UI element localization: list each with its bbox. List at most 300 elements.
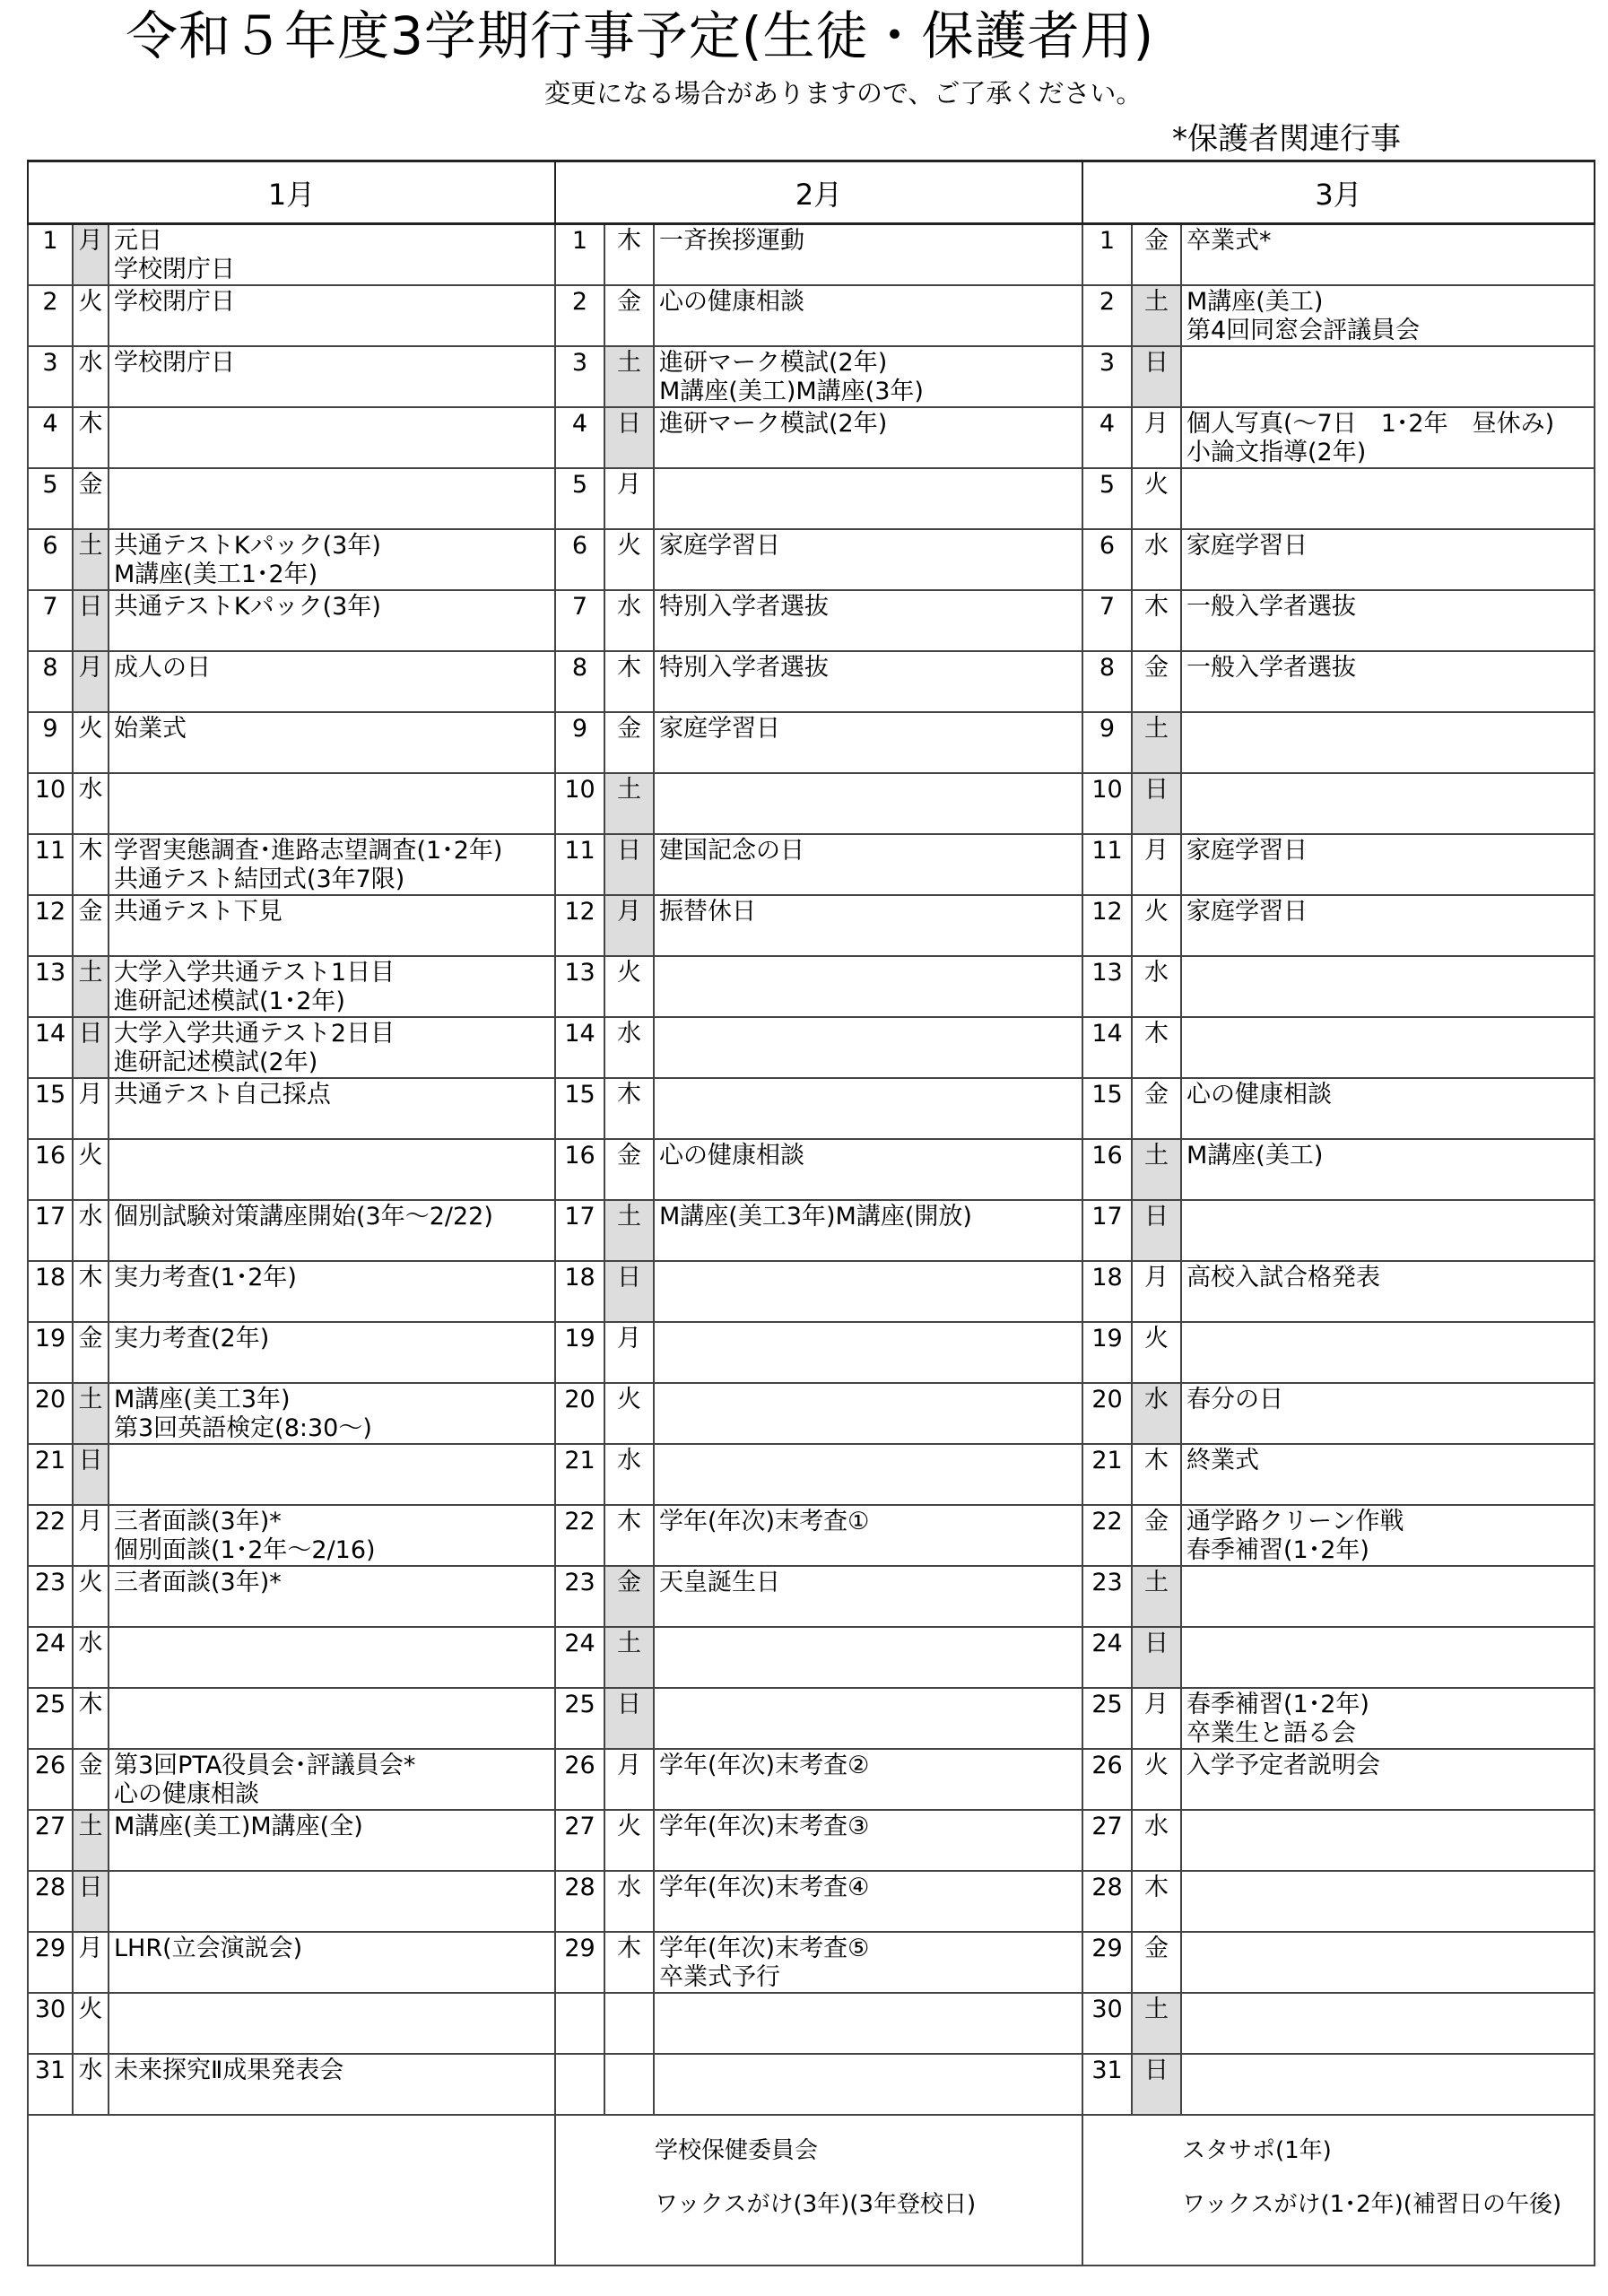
day-number: 8 [28,651,73,712]
weekday [604,2054,654,2115]
event-cell [1181,1566,1595,1627]
weekday: 水 [73,2054,109,2115]
table-row [28,1993,1595,2054]
weekday: 金 [73,468,109,529]
day-number: 14 [555,1017,604,1078]
event-cell: 卒業式* [1181,224,1595,286]
day-number: 22 [555,1505,604,1566]
day-number: 23 [555,1566,604,1627]
weekday: 水 [1132,956,1181,1017]
event-cell: 終業式 [1181,1444,1595,1505]
event-cell: 春季補習(1･2年) 卒業生と語る会 [1181,1688,1595,1749]
table-row [28,1932,1595,1993]
table-row [28,224,1595,286]
event-cell: 学年(年次)末考査④ [654,1871,1082,1932]
event-cell [1181,1810,1595,1871]
event-cell: 通学路クリーン作戦 春季補習(1･2年) [1181,1505,1595,1566]
weekday: 月 [604,1322,654,1383]
footer-note: ワックスがけ(1･2年)(補習日の午後) [1182,2191,1562,2218]
event-cell: 共通テスト下見 [109,895,555,956]
table-row [28,1139,1595,1200]
day-number: 14 [1082,1017,1132,1078]
event-cell: 心の健康相談 [654,285,1082,346]
event-cell [654,1078,1082,1139]
table-row [28,407,1595,468]
day-number: 1 [1082,224,1132,286]
weekday: 水 [73,1627,109,1688]
weekday: 火 [73,1993,109,2054]
weekday: 火 [1132,1322,1181,1383]
event-cell [109,407,555,468]
day-number: 10 [28,773,73,834]
weekday: 金 [1132,1932,1181,1993]
event-cell: 一斉挨拶運動 [654,224,1082,286]
event-cell: LHR(立会演説会) [109,1932,555,1993]
event-cell: 入学予定者説明会 [1181,1749,1595,1810]
day-number: 13 [555,956,604,1017]
day-number: 22 [1082,1505,1132,1566]
weekday: 月 [1132,1261,1181,1322]
footer-note: スタサポ(1年) [1182,2137,1332,2164]
weekday: 水 [73,773,109,834]
event-cell: 学習実態調査･進路志望調査(1･2年) 共通テスト結団式(3年7限) [109,834,555,895]
table-row [28,1261,1595,1322]
day-number: 31 [1082,2054,1132,2115]
weekday: 水 [604,590,654,651]
event-cell [654,1322,1082,1383]
day-number: 19 [28,1322,73,1383]
event-cell: 学年(年次)末考査② [654,1749,1082,1810]
day-number: 13 [1082,956,1132,1017]
weekday: 火 [73,1566,109,1627]
footer-cell-mar [1082,2115,1595,2266]
table-row [28,1322,1595,1383]
weekday: 日 [1132,346,1181,407]
day-number: 21 [28,1444,73,1505]
weekday: 日 [604,1688,654,1749]
day-number: 23 [28,1566,73,1627]
day-number: 10 [555,773,604,834]
weekday: 金 [604,285,654,346]
weekday: 土 [73,1810,109,1871]
table-row [28,285,1595,346]
footer-row [28,2115,1595,2266]
day-number: 22 [28,1505,73,1566]
table-row [28,1688,1595,1749]
weekday: 月 [604,895,654,956]
event-cell [1181,2054,1595,2115]
day-number: 5 [1082,468,1132,529]
day-number: 28 [28,1871,73,1932]
schedule-table [27,160,1595,2266]
event-cell: 振替休日 [654,895,1082,956]
day-number: 1 [555,224,604,286]
day-number: 11 [1082,834,1132,895]
schedule-body [28,224,1595,2266]
day-number: 29 [28,1932,73,1993]
day-number: 12 [1082,895,1132,956]
table-row [28,1444,1595,1505]
weekday: 水 [1132,1383,1181,1444]
event-cell: 学校閉庁日 [109,346,555,407]
day-number: 31 [28,2054,73,2115]
day-number: 12 [28,895,73,956]
day-number: 11 [28,834,73,895]
event-cell: 特別入学者選抜 [654,651,1082,712]
day-number: 25 [1082,1688,1132,1749]
weekday: 土 [73,1383,109,1444]
day-number: 21 [1082,1444,1132,1505]
weekday: 土 [604,346,654,407]
event-cell: 未来探究Ⅱ成果発表会 [109,2054,555,2115]
day-number: 29 [555,1932,604,1993]
legend-guardian-events: *保護者関連行事 [1172,121,1401,157]
table-row [28,956,1595,1017]
day-number: 20 [555,1383,604,1444]
event-cell [109,468,555,529]
day-number: 4 [28,407,73,468]
weekday: 金 [604,1566,654,1627]
day-number: 20 [28,1383,73,1444]
weekday: 日 [604,1261,654,1322]
weekday: 火 [604,1810,654,1871]
event-cell: 学校閉庁日 [109,285,555,346]
table-row [28,1871,1595,1932]
footer-cell-jan [28,2115,555,2266]
weekday: 日 [604,407,654,468]
day-number: 2 [1082,285,1132,346]
day-number: 14 [28,1017,73,1078]
day-number: 3 [555,346,604,407]
event-cell: M講座(美工3年)M講座(開放) [654,1200,1082,1261]
weekday: 日 [1132,1627,1181,1688]
event-cell [109,1139,555,1200]
event-cell: 特別入学者選抜 [654,590,1082,651]
event-cell: 一般入学者選抜 [1181,590,1595,651]
event-cell: 成人の日 [109,651,555,712]
weekday: 月 [73,1078,109,1139]
day-number: 15 [28,1078,73,1139]
day-number: 24 [555,1627,604,1688]
day-number: 27 [555,1810,604,1871]
weekday: 木 [73,1688,109,1749]
event-cell: 三者面談(3年)* [109,1566,555,1627]
weekday: 土 [604,1200,654,1261]
weekday: 火 [604,956,654,1017]
day-number: 19 [555,1322,604,1383]
weekday: 土 [1132,712,1181,773]
weekday [604,1993,654,2054]
weekday: 水 [604,1871,654,1932]
event-cell [109,1688,555,1749]
day-number: 9 [28,712,73,773]
day-number: 4 [555,407,604,468]
day-number: 2 [28,285,73,346]
day-number: 16 [1082,1139,1132,1200]
day-number: 26 [1082,1749,1132,1810]
weekday: 日 [73,1017,109,1078]
event-cell [109,773,555,834]
weekday: 月 [1132,407,1181,468]
weekday: 日 [1132,773,1181,834]
day-number: 18 [28,1261,73,1322]
month-header-mar: 3月 [1082,161,1595,224]
table-row [28,1505,1595,1566]
table-row [28,1200,1595,1261]
day-number: 19 [1082,1322,1132,1383]
weekday: 火 [73,712,109,773]
weekday: 水 [73,346,109,407]
event-cell: 学年(年次)末考査③ [654,1810,1082,1871]
weekday: 火 [1132,468,1181,529]
day-number: 9 [1082,712,1132,773]
event-cell [1181,956,1595,1017]
table-row [28,1017,1595,1078]
day-number: 3 [1082,346,1132,407]
footer-note: 学校保健委員会 [655,2137,819,2164]
event-cell [1181,1017,1595,1078]
weekday: 日 [73,590,109,651]
weekday: 火 [1132,895,1181,956]
event-cell: 家庭学習日 [1181,834,1595,895]
weekday: 金 [1132,651,1181,712]
event-cell: M講座(美工3年) 第3回英語検定(8:30～) [109,1383,555,1444]
day-number: 30 [28,1993,73,2054]
page-title: 令和５年度3学期行事予定(生徒・保護者用) [126,5,1155,66]
event-cell: 家庭学習日 [654,712,1082,773]
weekday: 木 [73,1261,109,1322]
weekday: 金 [73,1322,109,1383]
weekday: 月 [1132,834,1181,895]
event-cell: 始業式 [109,712,555,773]
event-cell [1181,1200,1595,1261]
event-cell: 春分の日 [1181,1383,1595,1444]
day-number [555,1993,604,2054]
event-cell [109,1993,555,2054]
weekday: 月 [73,651,109,712]
weekday: 木 [1132,1871,1181,1932]
weekday: 水 [1132,529,1181,590]
event-cell: M講座(美工)M講座(全) [109,1810,555,1871]
weekday: 月 [73,1932,109,1993]
event-cell: 学年(年次)末考査① [654,1505,1082,1566]
weekday: 金 [1132,1505,1181,1566]
day-number: 10 [1082,773,1132,834]
day-number: 6 [1082,529,1132,590]
weekday: 日 [73,1871,109,1932]
event-cell [1181,712,1595,773]
event-cell: 第3回PTA役員会･評議員会* 心の健康相談 [109,1749,555,1810]
table-row [28,712,1595,773]
day-number: 11 [555,834,604,895]
event-cell: 建国記念の日 [654,834,1082,895]
day-number: 20 [1082,1383,1132,1444]
event-cell [1181,346,1595,407]
weekday: 木 [1132,590,1181,651]
weekday: 金 [604,1139,654,1200]
event-cell: 大学入学共通テスト2日目 進研記述模試(2年) [109,1017,555,1078]
weekday: 土 [73,956,109,1017]
event-cell: 個別試験対策講座開始(3年～2/22) [109,1200,555,1261]
day-number: 26 [555,1749,604,1810]
event-cell: 天皇誕生日 [654,1566,1082,1627]
day-number: 28 [555,1871,604,1932]
day-number: 17 [28,1200,73,1261]
event-cell: M講座(美工) 第4回同窓会評議員会 [1181,285,1595,346]
weekday: 火 [73,1139,109,1200]
day-number: 8 [1082,651,1132,712]
weekday: 土 [1132,1139,1181,1200]
day-number: 5 [28,468,73,529]
event-cell: 家庭学習日 [654,529,1082,590]
table-row [28,895,1595,956]
event-cell [654,1017,1082,1078]
table-row [28,834,1595,895]
event-cell: 高校入試合格発表 [1181,1261,1595,1322]
day-number: 15 [555,1078,604,1139]
footer-note: ワックスがけ(3年)(3年登校日) [655,2191,977,2218]
event-cell [1181,1993,1595,2054]
weekday: 月 [1132,1688,1181,1749]
event-cell: 学年(年次)末考査⑤ 卒業式予行 [654,1932,1082,1993]
event-cell: 家庭学習日 [1181,529,1595,590]
table-row [28,1810,1595,1871]
day-number: 12 [555,895,604,956]
event-cell [654,1444,1082,1505]
event-cell [654,1627,1082,1688]
weekday: 木 [73,834,109,895]
event-cell [1181,1627,1595,1688]
day-number: 6 [28,529,73,590]
weekday: 日 [1132,2054,1181,2115]
table-row [28,529,1595,590]
weekday: 木 [604,224,654,286]
event-cell [654,1261,1082,1322]
month-header-feb: 2月 [555,161,1082,224]
event-cell: 共通テストKパック(3年) M講座(美工1･2年) [109,529,555,590]
day-number: 16 [28,1139,73,1200]
day-number: 24 [28,1627,73,1688]
weekday: 木 [604,651,654,712]
day-number: 1 [28,224,73,286]
event-cell: 三者面談(3年)* 個別面談(1･2年～2/16) [109,1505,555,1566]
event-cell: 共通テストKパック(3年) [109,590,555,651]
weekday: 木 [604,1078,654,1139]
day-number: 7 [555,590,604,651]
day-number: 2 [555,285,604,346]
event-cell [654,2054,1082,2115]
weekday: 水 [1132,1810,1181,1871]
event-cell [654,1383,1082,1444]
footer-cell-feb [555,2115,1082,2266]
weekday: 火 [604,1383,654,1444]
day-number: 26 [28,1749,73,1810]
event-cell [654,956,1082,1017]
day-number: 25 [28,1688,73,1749]
event-cell: 進研マーク模試(2年) M講座(美工)M講座(3年) [654,346,1082,407]
day-number: 6 [555,529,604,590]
event-cell [109,1871,555,1932]
table-row [28,773,1595,834]
day-number: 17 [1082,1200,1132,1261]
weekday: 木 [73,407,109,468]
event-cell: 家庭学習日 [1181,895,1595,956]
weekday: 火 [73,285,109,346]
event-cell: 実力考査(2年) [109,1322,555,1383]
day-number: 28 [1082,1871,1132,1932]
event-cell [1181,1322,1595,1383]
day-number: 13 [28,956,73,1017]
table-row [28,468,1595,529]
table-row [28,346,1595,407]
event-cell: 元日 学校閉庁日 [109,224,555,286]
day-number: 16 [555,1139,604,1200]
event-cell [1181,773,1595,834]
weekday: 水 [604,1017,654,1078]
day-number: 8 [555,651,604,712]
table-row [28,590,1595,651]
day-number: 25 [555,1688,604,1749]
day-number: 15 [1082,1078,1132,1139]
weekday: 木 [604,1505,654,1566]
weekday: 金 [73,1749,109,1810]
day-number: 18 [1082,1261,1132,1322]
day-number: 5 [555,468,604,529]
day-number: 21 [555,1444,604,1505]
event-cell: M講座(美工) [1181,1139,1595,1200]
weekday: 土 [1132,1993,1181,2054]
weekday: 月 [604,468,654,529]
day-number: 3 [28,346,73,407]
event-cell [1181,468,1595,529]
weekday: 金 [604,712,654,773]
weekday: 月 [604,1749,654,1810]
weekday: 木 [1132,1444,1181,1505]
weekday: 土 [604,773,654,834]
day-number: 29 [1082,1932,1132,1993]
day-number: 4 [1082,407,1132,468]
weekday: 木 [1132,1017,1181,1078]
event-cell [1181,1932,1595,1993]
weekday: 火 [604,529,654,590]
event-cell: 心の健康相談 [1181,1078,1595,1139]
day-number: 7 [1082,590,1132,651]
event-cell [1181,1871,1595,1932]
day-number: 7 [28,590,73,651]
table-row [28,1383,1595,1444]
event-cell [109,1627,555,1688]
weekday: 木 [604,1932,654,1993]
day-number [555,2054,604,2115]
day-number: 30 [1082,1993,1132,2054]
event-cell [654,773,1082,834]
month-header-jan: 1月 [28,161,555,224]
weekday: 金 [1132,224,1181,286]
event-cell [109,1444,555,1505]
weekday: 月 [73,224,109,286]
weekday: 日 [604,834,654,895]
event-cell [654,468,1082,529]
event-cell: 心の健康相談 [654,1139,1082,1200]
table-row [28,1566,1595,1627]
day-number: 17 [555,1200,604,1261]
event-cell [654,1688,1082,1749]
table-row [28,1078,1595,1139]
event-cell: 進研マーク模試(2年) [654,407,1082,468]
weekday: 土 [73,529,109,590]
event-cell: 個人写真(～7日 1･2年 昼休み) 小論文指導(2年) [1181,407,1595,468]
weekday: 日 [73,1444,109,1505]
